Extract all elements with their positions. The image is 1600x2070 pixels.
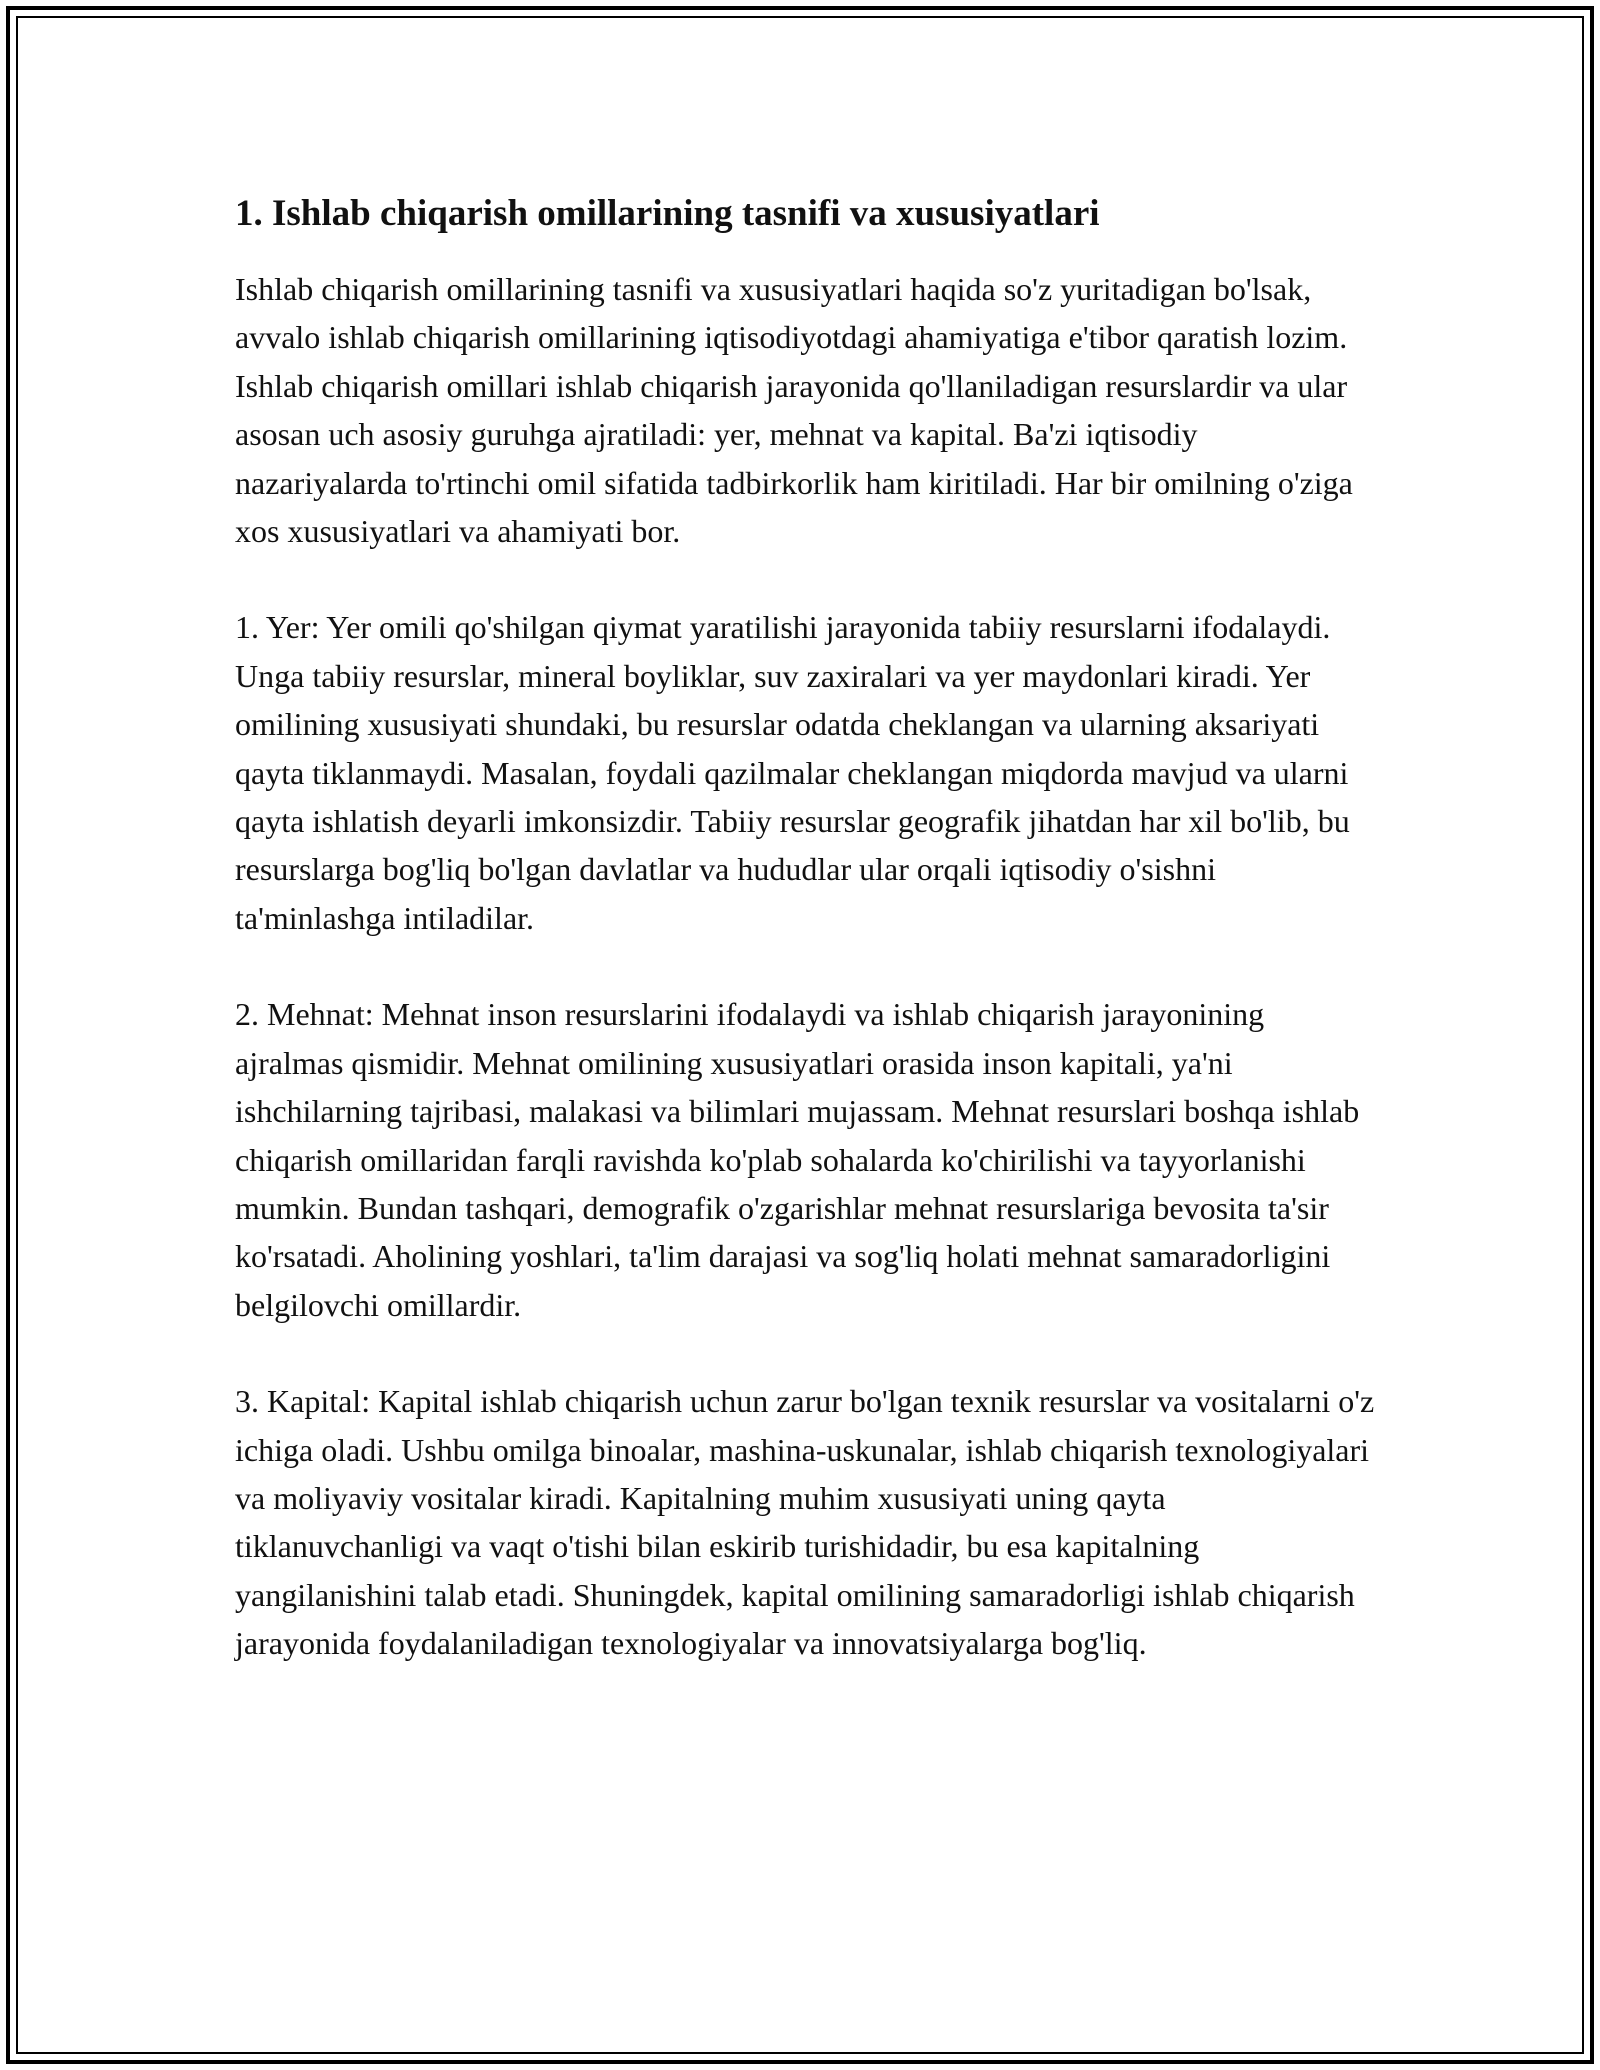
labor-paragraph: 2. Mehnat: Mehnat inson resurslarini ifodalaydi va ishlab chiqarish jarayonining ajralmas qismidir. Mehnat omilining xususiyatlari orasida inson kapitali, ya'ni ishchilarning tajribasi, malakasi va bilimlari mujassam. Mehnat resurslari boshqa ishlab chiqarish omillaridan farqli ravishda ko'plab sohalarda ko'chirilishi va tayyorlanishi mumkin. Bundan tashqari, demografik o'zgarishlar mehnat resurslariga bevosita ta'sir ko'rsatadi. Aholining yoshlari, ta'lim darajasi va sog'liq holati mehnat samaradorligini belgilovchi omillardir. <box>235 996 1360 1323</box>
land-paragraph: 1. Yer: Yer omili qo'shilgan qiymat yaratilishi jarayonida tabiiy resurslarni ifodalaydi. Unga tabiiy resurslar, mineral boyliklar, suv zaxiralari va yer maydonlari kiradi. Yer omilining xususiyati shundaki, bu resurslar odatda cheklangan va ularning aksariyati qayta tiklanmaydi. Masalan, foydali qazilmalar cheklangan miqdorda mavjud va ularni qayta ishlatish deyarli imkonsizdir. Tabiiy resurslar geografik jihatdan har xil bo'lib, bu resurslarga bog'liq bo'lgan davlatlar va hududlar ular orqali iqtisodiy o'sishni ta'minlashga intiladilar. <box>235 609 1350 936</box>
capital-paragraph: 3. Kapital: Kapital ishlab chiqarish uchun zarur bo'lgan texnik resurslar va vositalarni o'z ichiga oladi. Ushbu omilga binoalar, mashina-uskunalar, ishlab chiqarish texnologiyalari va moliyaviy vositalar kiradi. Kapitalning muhim xususiyati uning qayta tiklanuvchanligi va vaqt o'tishi bilan eskirib turishidadir, bu esa kapitalning yangilanishini talab etadi. Shuningdek, kapital omilining samaradorligi ishlab chiqarish jarayonida foydalaniladigan texnologiyalar va innovatsiyalarga bog'liq. <box>235 1383 1375 1662</box>
intro-paragraph: Ishlab chiqarish omillarining tasnifi va xususiyatlari haqida so'z yuritadigan bo'lsak, avvalo ishlab chiqarish omillarining iqtisodiyotdagi ahamiyatiga e'tibor qaratish lozim. Ishlab chiqarish omillari ishlab chiqarish jarayonida qo'llaniladigan resurslardir va ular asosan uch asosiy guruhga ajratiladi: yer, mehnat va kapital. Ba'zi iqtisodiy nazariyalarda to'rtinchi omil sifatida tadbirkorlik ham kiritiladi. Har bir omilning o'ziga xos xususiyatlari va ahamiyati bor. <box>235 271 1353 550</box>
document-body <box>235 185 1375 1716</box>
section-heading: 1. Ishlab chiqarish omillarining tasnifi va xususiyatlari <box>235 193 1100 234</box>
